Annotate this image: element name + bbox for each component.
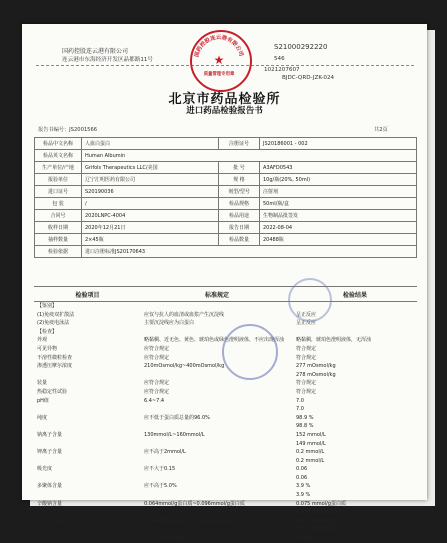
result-row (34, 405, 417, 414)
result-row (34, 474, 417, 483)
result-result: 0.081 mmol/g蛋白质 (296, 526, 346, 533)
info-key: 报告日期 (219, 222, 260, 234)
result-result: 符合规定 (296, 354, 317, 361)
info-value: 生物制品批签发 (260, 210, 417, 222)
result-standard: 0.064mmol/g蛋白质~0.096mmol/g蛋白质 (144, 500, 245, 507)
results-header-row (34, 287, 417, 302)
info-key: 进口证号 (35, 186, 82, 198)
result-standard (141, 440, 293, 449)
results-table (34, 286, 417, 543)
result-item: 可见异物 (37, 345, 58, 352)
info-table (34, 137, 417, 258)
info-key: 规 格 (219, 174, 260, 186)
info-value: Grifols Therapeutics LLC/美国 (82, 162, 219, 174)
info-key: 生产单位/产地 (35, 162, 82, 174)
result-item (34, 474, 141, 483)
result-result: 7.0 (296, 406, 304, 413)
result-row (34, 457, 417, 466)
info-value: 50ml/瓶/盒 (260, 198, 417, 210)
info-key: 收样日期 (35, 222, 82, 234)
info-value: 辽宁汇明医药有限公司 (82, 174, 219, 186)
info-key: 剂型/型号 (219, 186, 260, 198)
result-item (34, 422, 141, 431)
result-item (34, 525, 141, 534)
result-row (34, 534, 417, 543)
result-item: 渗透压摩尔浓度 (37, 363, 73, 370)
result-row (34, 414, 417, 423)
result-row (34, 440, 417, 449)
company-address: 连云港市东海经济开发区晶都路11号 (62, 57, 154, 63)
col-header-result: 检验结果 (293, 287, 417, 302)
result-result: 3.9 % (296, 492, 311, 499)
result-item: 纯度 (37, 414, 48, 421)
info-key: 合同号 (35, 210, 82, 222)
result-result: 7.0 (296, 397, 304, 404)
result-result: 278 mOsmol/kg (296, 371, 336, 378)
result-result: 277 mOsmol/kg (296, 363, 336, 370)
result-row (34, 500, 417, 509)
result-standard: 应不大于0.15 (144, 466, 176, 473)
result-result: 98.9 % (296, 414, 314, 421)
result-result: 3.9 % (296, 483, 311, 490)
info-row (35, 246, 417, 258)
result-item: pH值 (37, 397, 49, 404)
col-header-item: 检验项目 (34, 287, 141, 302)
info-row (35, 186, 417, 198)
info-value: 2×45瓶 (82, 234, 219, 246)
result-item (34, 457, 141, 466)
info-key: 检品用途 (219, 210, 260, 222)
svg-text:质量管理专用章: 质量管理专用章 (203, 72, 235, 77)
result-row (34, 371, 417, 380)
result-row (34, 491, 417, 500)
result-standard: 应符合规定 (144, 354, 170, 361)
company-name: 国药控股连云港有限公司 (62, 48, 129, 55)
result-item: 吸光度 (37, 466, 53, 473)
result-item: 不溶性微粒检查 (37, 354, 73, 361)
result-result: 1 μg/L (296, 535, 312, 542)
company-seal (190, 30, 252, 92)
result-standard: 6.4~7.4 (144, 397, 165, 404)
result-row (34, 311, 417, 320)
result-standard: 应仅与抗人的血清或血浆产生沉淀线 (144, 311, 225, 318)
result-standard: 应不低于蛋白质总量的96.0% (144, 414, 210, 421)
result-row (34, 388, 417, 397)
info-key: 检品中文名称 (35, 138, 82, 150)
info-value: 2020年12月21日 (82, 222, 219, 234)
svg-text:★: ★ (213, 53, 225, 67)
result-item: 多聚体含量 (37, 483, 63, 490)
result-row (34, 422, 417, 431)
col-header-standard: 标准规定 (141, 287, 293, 302)
result-result: 152 mmol/L (296, 431, 326, 438)
result-standard: 210mOsmol/kg~400mOsmol/kg (144, 363, 225, 370)
result-item: 热稳定性试验 (37, 388, 68, 395)
result-standard: 主要沉淀线应为白蛋白 (144, 320, 195, 327)
result-row (34, 508, 417, 517)
info-value: Human Albumin (82, 150, 417, 162)
result-item (34, 508, 141, 517)
result-result: 0.075 mmol/g蛋白质 (296, 517, 346, 524)
info-row (35, 198, 417, 210)
result-result: 0.074 mmol/g蛋白质 (296, 509, 346, 516)
report-number (38, 127, 97, 134)
info-key: 检验依据 (35, 246, 82, 258)
info-row (35, 174, 417, 186)
result-result: 149 mmol/L (296, 440, 326, 447)
result-result: 符合规定 (296, 388, 317, 395)
result-row (34, 525, 417, 534)
result-row (34, 448, 417, 457)
result-item: (2)免疫电泳法 (37, 320, 70, 327)
result-standard: 应符合规定 (144, 380, 170, 387)
info-value: 10g/瓶(20%, 50ml) (260, 174, 417, 186)
result-standard (141, 525, 293, 534)
info-row (35, 162, 417, 174)
inspection-seal (222, 324, 278, 380)
result-item: 外观 (37, 337, 48, 344)
result-standard: 略黏稠、近无色、黄色、琥珀色或绿色澄明液体，不应出现浑浊 (144, 337, 285, 344)
result-standard (141, 508, 293, 517)
info-value: / (82, 198, 219, 210)
result-item: 【鉴别】 (37, 303, 58, 309)
info-key: 检品数量 (219, 234, 260, 246)
result-result: 符合规定 (296, 380, 317, 387)
info-value: JS20186001 - 002 (260, 138, 417, 150)
result-item: 辛酸钠含量 (37, 500, 63, 507)
result-result: 0.2 mmol/L (296, 457, 325, 464)
info-value: 注射剂 (260, 186, 417, 198)
result-standard (141, 405, 293, 414)
result-result: 0.06 (296, 466, 308, 473)
info-value: 20488瓶 (260, 234, 417, 246)
inspection-seal-2 (288, 278, 332, 322)
info-key: 注册证号 (219, 138, 260, 150)
doc-code-4: BJDC-QRD-JZK-024 (282, 75, 335, 81)
result-row (34, 319, 417, 328)
doc-code-3: 1021207607 (264, 67, 300, 73)
doc-code-2: 546 (274, 56, 285, 62)
result-item: 铝残留量 (37, 535, 58, 542)
info-value: S20190036 (82, 186, 219, 198)
result-row (34, 328, 417, 337)
info-key: 批 号 (219, 162, 260, 174)
info-key: 检品规格 (219, 198, 260, 210)
info-key: 包 装 (35, 198, 82, 210)
result-standard (141, 457, 293, 466)
result-standard: 应符合规定 (144, 345, 170, 352)
result-standard (141, 491, 293, 500)
info-key: 报验单位 (35, 174, 82, 186)
info-row (35, 234, 417, 246)
info-value: 人血白蛋白 (82, 138, 219, 150)
result-item: 钾离子含量 (37, 449, 63, 456)
result-standard: 应不高于2mmol/L (144, 449, 186, 456)
result-item (34, 440, 141, 449)
result-standard: 应符合规定 (144, 388, 170, 395)
result-result: 呈正反应 (296, 311, 317, 318)
result-row (34, 465, 417, 474)
result-standard: 应不高于200μg/L (144, 535, 185, 542)
result-item (34, 405, 141, 414)
info-value: A3AFD0543 (260, 162, 417, 174)
report-sheet (22, 24, 427, 542)
info-key: 检品英文名称 (35, 150, 82, 162)
result-result: 略黏稠，琥珀色澄明液体，无浑浊 (296, 337, 372, 344)
result-row (34, 431, 417, 440)
info-value: 2022-08-04 (260, 222, 417, 234)
result-item: 钠离子含量 (37, 431, 63, 438)
doc-code-1: S21000292220 (274, 43, 328, 51)
result-result: 0.075 mmol/g蛋白质 (296, 500, 346, 507)
result-item: (1)免疫双扩散法 (37, 311, 75, 318)
report-number-label: 报告书编号： (38, 127, 70, 133)
info-row (35, 150, 417, 162)
report-number-value: JS2001566 (69, 127, 98, 133)
info-row (35, 138, 417, 150)
info-key: 抽样数量 (35, 234, 82, 246)
info-value: 2020LNPC-4004 (82, 210, 219, 222)
result-standard: 130mmol/L~160mmol/L (144, 431, 205, 438)
svg-text:国药控股连云港有限公司: 国药控股连云港有限公司 (194, 34, 244, 58)
result-result: 符合规定 (296, 345, 317, 352)
result-item: 装量 (37, 380, 48, 387)
info-value: 进口注册标准JS20170643 (82, 246, 417, 258)
result-row (34, 302, 417, 311)
result-standard: 0.064mmol/g蛋白质~0.096mmol/g蛋白质 (144, 517, 245, 524)
result-standard (141, 474, 293, 483)
result-row (34, 397, 417, 406)
result-result: 98.8 % (296, 423, 314, 430)
result-result: 呈正反应 (296, 320, 317, 327)
info-row (35, 210, 417, 222)
result-item (34, 491, 141, 500)
result-item (34, 371, 141, 380)
result-standard (141, 302, 293, 311)
result-result (293, 328, 417, 337)
result-item: 【检查】 (37, 328, 58, 335)
result-standard (141, 371, 293, 380)
result-row (34, 482, 417, 491)
result-standard (141, 422, 293, 431)
result-row (34, 517, 417, 526)
page-subtitle: 进口药品检验报告书 (186, 106, 263, 116)
result-item: 乙酰色氨酸含量 (37, 517, 73, 524)
result-result: 0.06 (296, 474, 308, 481)
result-result: 0.2 mmol/L (296, 449, 325, 456)
page-info: 共2页 (374, 127, 388, 133)
result-standard: 应不高于5.0% (144, 483, 177, 490)
info-row (35, 222, 417, 234)
result-row (34, 379, 417, 388)
page-title: 北京市药品检验所 (168, 92, 281, 107)
